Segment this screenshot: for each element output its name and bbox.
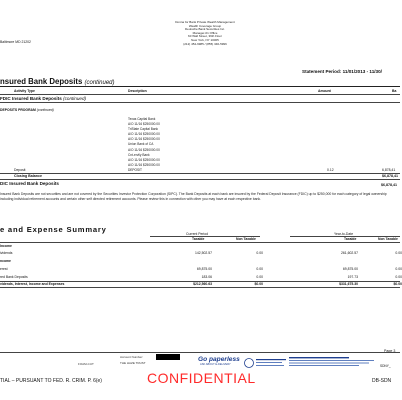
description-line: A/O 11/16 $250000.00 xyxy=(128,162,160,167)
income-row-label: Income xyxy=(0,244,12,248)
program-label-suffix: (continued) xyxy=(36,108,54,112)
income-row-label: ncome xyxy=(0,259,11,263)
fdic-total-label: DIC Insured Bank Deposits xyxy=(0,181,59,186)
bank-description-list xyxy=(128,117,160,168)
income-ytd-nontaxable: $0.00 xyxy=(393,282,402,286)
redaction-box xyxy=(156,354,180,360)
address-line: 60 Wall Street, 39th Floor xyxy=(188,34,222,39)
col-activity-type: Activity Type xyxy=(14,89,35,93)
divider xyxy=(0,94,400,95)
subsection-title-suffix: (continued) xyxy=(63,96,87,101)
fdic-total-balance: $6,878,41 xyxy=(381,183,397,187)
firm-address-block xyxy=(150,21,260,46)
ytd-nontaxable-header: Non Taxable xyxy=(378,237,398,241)
description-line: Union Bank of CA xyxy=(128,142,154,147)
regulatory-logo-icon xyxy=(289,356,384,368)
description-line: A/O 11/16 $250000.00 xyxy=(128,157,160,162)
section-title-insured xyxy=(0,77,115,86)
description-line: A/O 11/16 $250000.00 xyxy=(128,137,160,142)
fdic-disclaimer: Insured Bank Deposits are not securities and are not covered by the Securities Investor Protection Corporation (SIPC). The Bank Deposits at each bank are insured by the Federal Deposit Insurance (FDIC) up to $250,000 for each category of legal ownership including individual retirement accounts and certain other self directed retirement accounts. Please review this in connection with other you may have at each respective bank. xyxy=(0,192,387,201)
col-description: Description xyxy=(128,89,147,93)
address-line: Deutsche Bank Securities Inc. xyxy=(184,27,226,32)
footer-code: FOAM-CUT xyxy=(78,362,94,366)
divider xyxy=(0,287,400,288)
address-line: Manager-01 Office xyxy=(192,30,218,35)
closing-balance-label: Closing Balance xyxy=(14,174,42,178)
description-line: Cnt-ervlly Bank xyxy=(128,152,150,157)
confidentiality-notice: TIAL – PURSUANT TO FED. R. CRIM. P. 6(e) xyxy=(0,378,102,384)
divider xyxy=(0,281,400,282)
divider xyxy=(0,179,400,180)
ytd-taxable-header: Taxable xyxy=(344,237,357,241)
current-nontaxable-header: Non Taxable xyxy=(236,237,256,241)
deposit-balance: 6,878,41 xyxy=(382,168,396,172)
income-row-label: vidends, Interest, Income and Expenses xyxy=(0,282,65,286)
bates-number: DB-SDN xyxy=(372,378,392,384)
page-number: Page 3 xyxy=(384,349,396,353)
income-row-label: erest xyxy=(0,267,8,271)
go-paperless-logo: Go paperless xyxy=(198,356,240,363)
income-ytd-taxable: $331,675.30 xyxy=(339,282,358,286)
divider xyxy=(0,173,400,174)
program-label-text: DEPOSITS PROGRAM xyxy=(0,108,36,112)
program-label xyxy=(0,108,54,112)
description-line: TriState Capital Bank xyxy=(128,127,158,132)
income-current-nontaxable: 0.00 xyxy=(256,275,263,279)
description-line: A/O 11/16 $250000.00 xyxy=(128,132,160,137)
col-balance: Ba xyxy=(392,89,397,93)
income-ytd-nontaxable: 0.00 xyxy=(395,251,402,255)
deposit-description: DEPOSIT xyxy=(128,168,142,172)
income-ytd-nontaxable: 0.00 xyxy=(395,275,402,279)
address-line: Wealth Coverage Group xyxy=(188,23,222,28)
income-current-taxable: 142,502.57 xyxy=(195,251,212,255)
income-row-label: red Bank Deposits xyxy=(0,275,28,279)
client-address: Baltimore MD 21202 xyxy=(0,40,31,44)
current-taxable-header: Taxable xyxy=(192,237,205,241)
award-logo-icon xyxy=(244,357,288,369)
income-row-label: ividends xyxy=(0,251,13,255)
account-number-label: Account Number: xyxy=(120,355,144,359)
income-current-taxable: 183.06 xyxy=(201,275,212,279)
income-ytd-taxable: 261,602.57 xyxy=(341,251,358,255)
statement-period: Statement Period: 11/01/2013 - 11/30/ xyxy=(302,69,382,74)
subsection-title-fdic xyxy=(0,96,86,101)
address-line: (212) 454-9985 / (855) 346-5996 xyxy=(183,41,227,46)
income-current-nontaxable: 0.00 xyxy=(256,267,263,271)
bates-prefix: SDNY_ xyxy=(380,364,391,368)
description-line: A/O 11/16 $250000.00 xyxy=(128,147,160,152)
description-line: Texas Capital Bank xyxy=(128,117,156,121)
income-current-nontaxable: $0.00 xyxy=(254,282,263,286)
description-line: A/O 11/16 $250000.00 xyxy=(128,122,160,127)
go-paperless-sub: ASK ABOUT E-DELIVERY xyxy=(200,363,231,366)
col-amount: Amount xyxy=(318,89,331,93)
ytd-header: Year-to-Date xyxy=(334,232,354,236)
divider xyxy=(0,242,400,243)
income-current-taxable: $212,560.63 xyxy=(193,282,212,286)
deposit-activity: Deposit xyxy=(14,168,26,172)
income-ytd-taxable: 197.73 xyxy=(347,275,358,279)
divider xyxy=(0,352,400,353)
deposit-amount: 0.12 xyxy=(327,168,334,172)
section-title-text: nsured Bank Deposits xyxy=(0,77,83,86)
divider xyxy=(0,102,400,103)
closing-balance-value: $6,878,41 xyxy=(382,174,398,178)
section-title-suffix: (continued) xyxy=(84,80,115,86)
income-current-taxable: 69,875.00 xyxy=(196,267,212,271)
income-ytd-taxable: 69,875.00 xyxy=(342,267,358,271)
income-current-nontaxable: 0.00 xyxy=(256,251,263,255)
current-period-header: Current Period xyxy=(186,232,209,236)
divider xyxy=(0,86,400,87)
income-ytd-nontaxable: 0.00 xyxy=(395,267,402,271)
address-line: New York, NY 10005 xyxy=(191,37,219,42)
account-title: THE HAZE TRUST xyxy=(120,361,146,365)
confidential-stamp: CONFIDENTIAL xyxy=(147,370,256,386)
income-summary-title: e and Expense Summary xyxy=(0,225,107,234)
address-line: Donna for Bank Private Wealth Management xyxy=(175,20,235,24)
subsection-title-text: FDIC Insured Bank Deposits xyxy=(0,96,62,101)
